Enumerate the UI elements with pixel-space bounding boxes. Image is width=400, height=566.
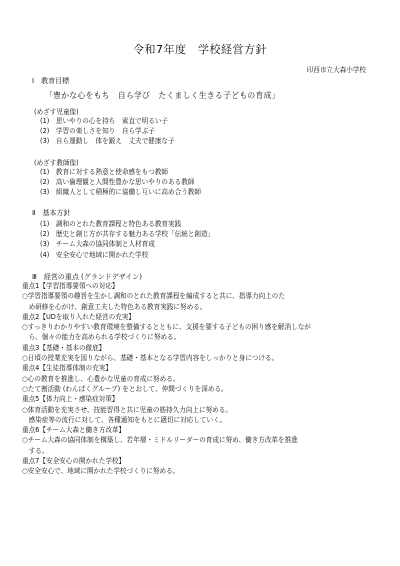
priority-line: 重点4【生徒指導体制の充実】 [22,364,112,373]
priority-line: する。 [22,446,49,455]
child-image-list [40,116,175,147]
priority-line: ○チーム大森の協同体制を構築し、若年層・ミドルリーダーの育成に努め、働き方改革を推進 [22,436,298,445]
priority-line: ○日頃の授業充実を図りながら、基礎・基本となる学習内容をしっかりと身につける。 [22,354,279,363]
basic-policy-list [40,219,214,260]
teacher-image-heading: (めざす教師像) [34,159,79,167]
list-item: (1) 調和のとれた教育課程と特色ある教育実践 [40,220,182,228]
section-3-heading: Ⅲ 経営の重点 (グランドデザイン) [32,273,143,281]
priority-line: ○すっきりわかりやすい教育環境を整備するとともに、支援を要する子どもの困り感を解消しなが [22,323,311,332]
priority-line: ○学習指導要領の趣旨を生かし調和のとれた教育課程を編成すると共に、指導力向上のた [22,292,285,301]
list-item: (2) 高い倫理観と人間性豊かな思いやりのある教師 [40,178,195,187]
management-priorities [22,281,311,477]
section-2-heading: Ⅱ 基本方針 [32,209,71,217]
priority-line: め研修を心がけ、創意工夫した特色ある教育実践に努める。 [22,302,207,311]
list-item: (3) 組織人として積極的に協働し互いに高め合う教師 [40,188,201,197]
priority-line: 重点2【UDを取り入れた経営の充実】 [22,312,136,321]
child-image-heading: (めざす児童像) [34,108,79,116]
priority-line: ○たて割活動 (わんぱくグループ) をとおして、仲間づくりを深める。 [22,384,228,393]
list-item: (1) 教育に対する熱意と使命感をもつ教師 [40,168,169,176]
priority-line: 重点3【基礎・基本の徹底】 [22,343,106,352]
education-goal: 「豊かな心をもち 自ら学び たくましく生きる子どもの育成」 [45,91,280,100]
priority-line: 重点6【チーム大森と働き方改革】 [22,426,126,435]
list-item: (2) 歴史と創じ方が共存する魅力ある学校「伝統と創造」 [40,230,215,239]
list-item: (4) 安全安心で地域に開かれた学校 [40,250,149,259]
priority-line: 感染症等の流行に対して、各種通知をもとに適切に対応していく。 [22,415,227,424]
priority-line: 重点7【安全安心の開かれた学校】 [22,457,126,466]
priority-line: ○心の教育を推進し、心豊かな児童の育成に努める。 [22,374,180,383]
priority-line: 重点1【学習指導要領への対応】 [22,282,119,290]
list-item: (2) 学習の楽しさを知り 自ら学ぶ子 [40,127,155,136]
school-name: 印西市立大森小学校 [306,66,366,74]
list-item: (1) 思いやりの心を持ち 素直で明るい子 [40,117,169,125]
priority-line: ら、個々の能力を高められる学校づくりに努める。 [22,333,181,342]
teacher-image-list [40,167,201,198]
priority-line: ○体育活動を充実させ、技能習得と共に児童の筋持久力向上に努める。 [22,405,232,414]
priority-line: ○安全安心で、地域に開かれた学校づくりに努める。 [22,467,180,476]
section-1-heading: Ⅰ 教育目標 [32,77,70,85]
list-item: (3) 自ら運動し 体を鍛え 丈夫で健康な子 [40,137,175,146]
document-title: 令和7年度 学校経営方針 [133,43,267,56]
priority-line: 重点5【体力向上・感染症対策】 [22,395,119,404]
list-item: (3) チーム大森の協同体制と人材育成 [40,240,155,249]
